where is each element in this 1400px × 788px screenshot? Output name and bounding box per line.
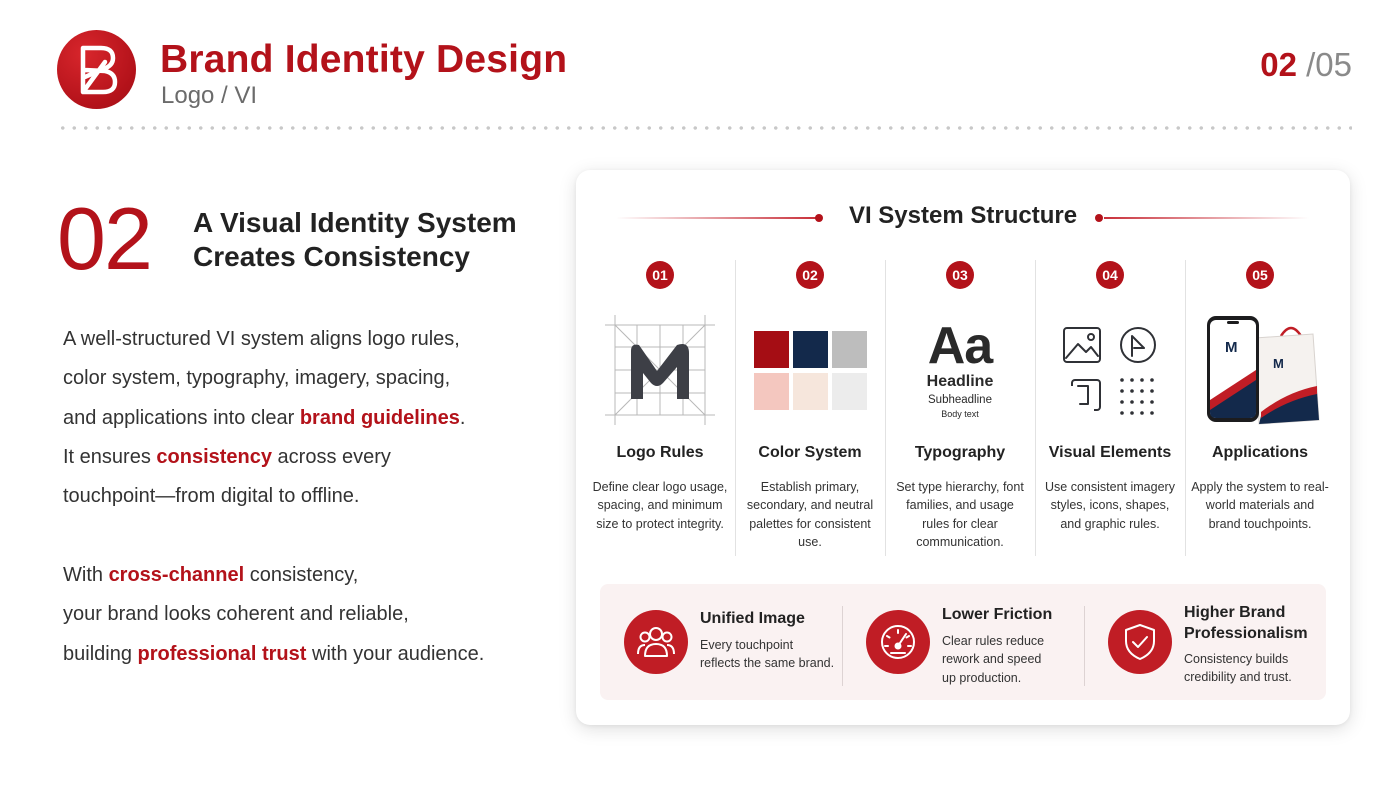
- title-dot-right: [1095, 214, 1103, 222]
- column-applications: [1185, 260, 1335, 556]
- paragraph-line: [63, 556, 484, 595]
- text-run: across every: [272, 445, 391, 468]
- desc-line: Every touchpoint: [700, 638, 794, 652]
- benefit-title: Lower Friction: [942, 606, 1053, 623]
- paragraph-line: [63, 635, 484, 674]
- column-description: Set type hierarchy, font families, and usage rules for clear communication.: [896, 480, 1024, 550]
- text-run: consistency,: [244, 564, 359, 586]
- text-run: With: [63, 564, 109, 586]
- swatch-navy: [793, 331, 828, 368]
- visual-elements-icon: [1058, 322, 1162, 418]
- column-description: Define clear logo usage, spacing, and minimum size to protect integrity.: [592, 480, 728, 531]
- shield-check-icon: [1108, 610, 1172, 674]
- swatch-light-pink: [754, 373, 789, 410]
- logo-grid-illustration: [585, 312, 735, 428]
- column-title: Typography: [914, 444, 1006, 461]
- structure-columns: [585, 260, 1335, 560]
- page-total: 05: [1315, 46, 1352, 83]
- column-logo-rules: [585, 260, 735, 556]
- mockup-letter: M: [1225, 339, 1238, 356]
- svg-text:M: M: [1273, 356, 1284, 371]
- speedometer-icon: [866, 610, 930, 674]
- column-typography: [885, 260, 1035, 556]
- specimen-body: Body text: [941, 409, 979, 419]
- applications-illustration: [1185, 312, 1335, 428]
- visual-elements-illustration: [1035, 312, 1185, 428]
- desc-line: Clear rules reduce: [942, 634, 1045, 648]
- desc-line: reflects the same brand.: [700, 656, 835, 671]
- card-title: VI System Structure: [848, 202, 1078, 229]
- intro-paragraph: [63, 320, 465, 516]
- desc-line: up production.: [942, 670, 1022, 685]
- desc-line: credibility and trust.: [1184, 670, 1292, 685]
- card-title-bar: [576, 202, 1350, 234]
- swatch-primary-red: [754, 331, 789, 368]
- title-line: Professionalism: [1184, 625, 1308, 642]
- page-current: 02: [1260, 46, 1297, 83]
- column-description: Apply the system to real-world materials and brand touchpoints.: [1191, 480, 1329, 531]
- column-title: Visual Elements: [1048, 444, 1172, 461]
- type-specimen: [926, 317, 994, 419]
- text-run: It ensures: [63, 445, 157, 468]
- section-heading-line1: A Visual Identity System: [193, 207, 517, 238]
- column-description: Use consistent imagery styles, icons, shapes, and graphic rules.: [1045, 480, 1175, 531]
- text-run: .: [459, 406, 466, 429]
- step-badge: 04: [1096, 261, 1124, 289]
- paragraph-line: color system, typography, imagery, spacing,: [63, 367, 451, 390]
- benefit-lower-friction: [842, 584, 1084, 700]
- column-title: Logo Rules: [616, 444, 704, 461]
- benefit-unified-image: [600, 584, 842, 700]
- highlight-brand-guidelines: brand guidelines: [299, 406, 460, 429]
- vi-structure-card: [576, 170, 1350, 725]
- page-title: Brand Identity Design: [160, 38, 568, 81]
- desc-line: rework and speed: [942, 652, 1042, 667]
- phone-bag-mockup-icon: [1195, 312, 1325, 428]
- section-heading: [193, 206, 517, 274]
- benefit-description: [1184, 650, 1292, 687]
- highlight-professional-trust: professional trust: [137, 642, 307, 665]
- type-specimen-icon: [885, 312, 1035, 428]
- benefit-title: [1184, 602, 1308, 644]
- paragraph-line: [63, 438, 465, 477]
- benefit-higher-professionalism: [1084, 584, 1326, 700]
- trust-paragraph: [63, 556, 484, 674]
- step-badge: 02: [796, 261, 824, 289]
- paragraph-line: [63, 399, 465, 438]
- column-visual-elements: [1035, 260, 1185, 556]
- column-color-system: [735, 260, 885, 556]
- highlight-cross-channel: cross-channel: [108, 564, 245, 586]
- color-swatches-icon: [754, 331, 867, 410]
- swatch-light-gray: [832, 373, 867, 410]
- column-description: Establish primary, secondary, and neutral palettes for consistent use.: [746, 480, 874, 550]
- specimen-headline: Headline: [926, 373, 994, 390]
- title-line: Higher Brand: [1184, 604, 1286, 621]
- page-indicator: [1260, 46, 1352, 84]
- brand-logo: [57, 30, 136, 109]
- section-heading-line2: Creates Consistency: [193, 241, 471, 272]
- step-badge: 05: [1246, 261, 1274, 289]
- highlight-consistency: consistency: [156, 445, 272, 468]
- page-separator: /: [1306, 46, 1316, 83]
- step-badge: 01: [646, 261, 674, 289]
- color-swatches-illustration: [735, 312, 885, 428]
- step-badge: 03: [946, 261, 974, 289]
- dotted-divider: [57, 126, 1352, 130]
- paragraph-line: A well-structured VI system aligns logo rules,: [63, 328, 460, 350]
- brand-b-logo-icon: [75, 44, 119, 96]
- column-title: Applications: [1211, 444, 1308, 461]
- specimen-subheadline: Subheadline: [928, 394, 992, 406]
- swatch-cream: [793, 373, 828, 410]
- paragraph-line: touchpoint—from digital to offline.: [63, 485, 360, 508]
- benefit-description: [700, 636, 834, 673]
- benefit-title: Unified Image: [700, 610, 805, 627]
- title-rule-right: [1104, 217, 1309, 219]
- desc-line: Consistency builds: [1184, 652, 1289, 666]
- page-subtitle: Logo / VI: [161, 82, 258, 109]
- specimen-aa: Aa: [927, 317, 993, 375]
- text-run: with your audience.: [306, 642, 485, 665]
- benefit-description: [942, 632, 1044, 687]
- section-number: 02: [57, 189, 151, 288]
- column-title: Color System: [758, 444, 862, 461]
- logo-grid-icon: [605, 315, 715, 425]
- text-run: building: [63, 642, 138, 665]
- users-icon: [624, 610, 688, 674]
- benefits-bar: [600, 584, 1326, 700]
- paragraph-line: your brand looks coherent and reliable,: [63, 603, 409, 626]
- text-run: and applications into clear: [63, 406, 300, 429]
- swatch-gray: [832, 331, 867, 368]
